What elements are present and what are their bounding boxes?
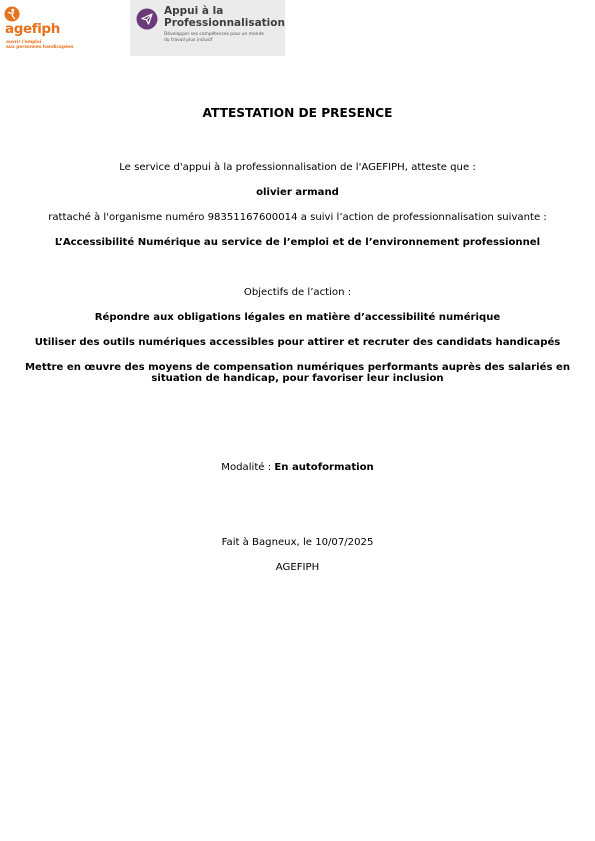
objectives-label: Objectifs de l’action :: [243, 287, 352, 298]
agefiph-tagline-line2: aux personnes handicapées: [6, 45, 74, 50]
pro-title-line1: Appui à la: [164, 5, 224, 17]
action-title: L’Accessibilité Numérique au service de l’emploi et de l’environnement professionnel: [54, 237, 541, 248]
place-date: Fait à Bagneux, le 10/07/2025: [221, 537, 374, 548]
pro-subtitle-line1: Développer ses compétences pour un monde: [164, 32, 264, 37]
objective-item: Mettre en œuvre des moyens de compensation numériques performants auprès des salariés en situation de handicap, pour favoriser leur inclusion: [24, 362, 571, 384]
professionnalisation-logo: [130, 0, 285, 56]
pro-title-line2: Professionnalisation: [164, 17, 285, 29]
intro-text: Le service d'appui à la professionnalisation de l'AGEFIPH, atteste que :: [119, 162, 476, 173]
modality-line: [0, 462, 595, 473]
agefiph-wordmark: agefiph: [5, 21, 60, 37]
organisation-line: rattaché à l'organisme numéro 98351167600014 a suivi l’action de professionnalisation suivante :: [48, 212, 547, 223]
paper-plane-icon: [136, 8, 158, 30]
signature: AGEFIPH: [275, 562, 320, 573]
pro-subtitle-line2: du travail plus inclusif: [164, 38, 213, 43]
person-name: olivier armand: [256, 187, 339, 198]
document-title: ATTESTATION DE PRESENCE: [202, 106, 393, 120]
agefiph-figure-icon: [4, 6, 20, 22]
modality-value: En autoformation: [274, 462, 374, 473]
modality-label: Modalité :: [221, 462, 275, 473]
agefiph-logo: [4, 6, 76, 54]
objective-item: Utiliser des outils numériques accessibles pour attirer et recruter des candidats handicapés: [34, 337, 561, 348]
agefiph-tagline-line1: ouvrir l'emploi: [6, 40, 42, 45]
objective-item: Répondre aux obligations légales en matière d’accessibilité numérique: [94, 312, 501, 323]
